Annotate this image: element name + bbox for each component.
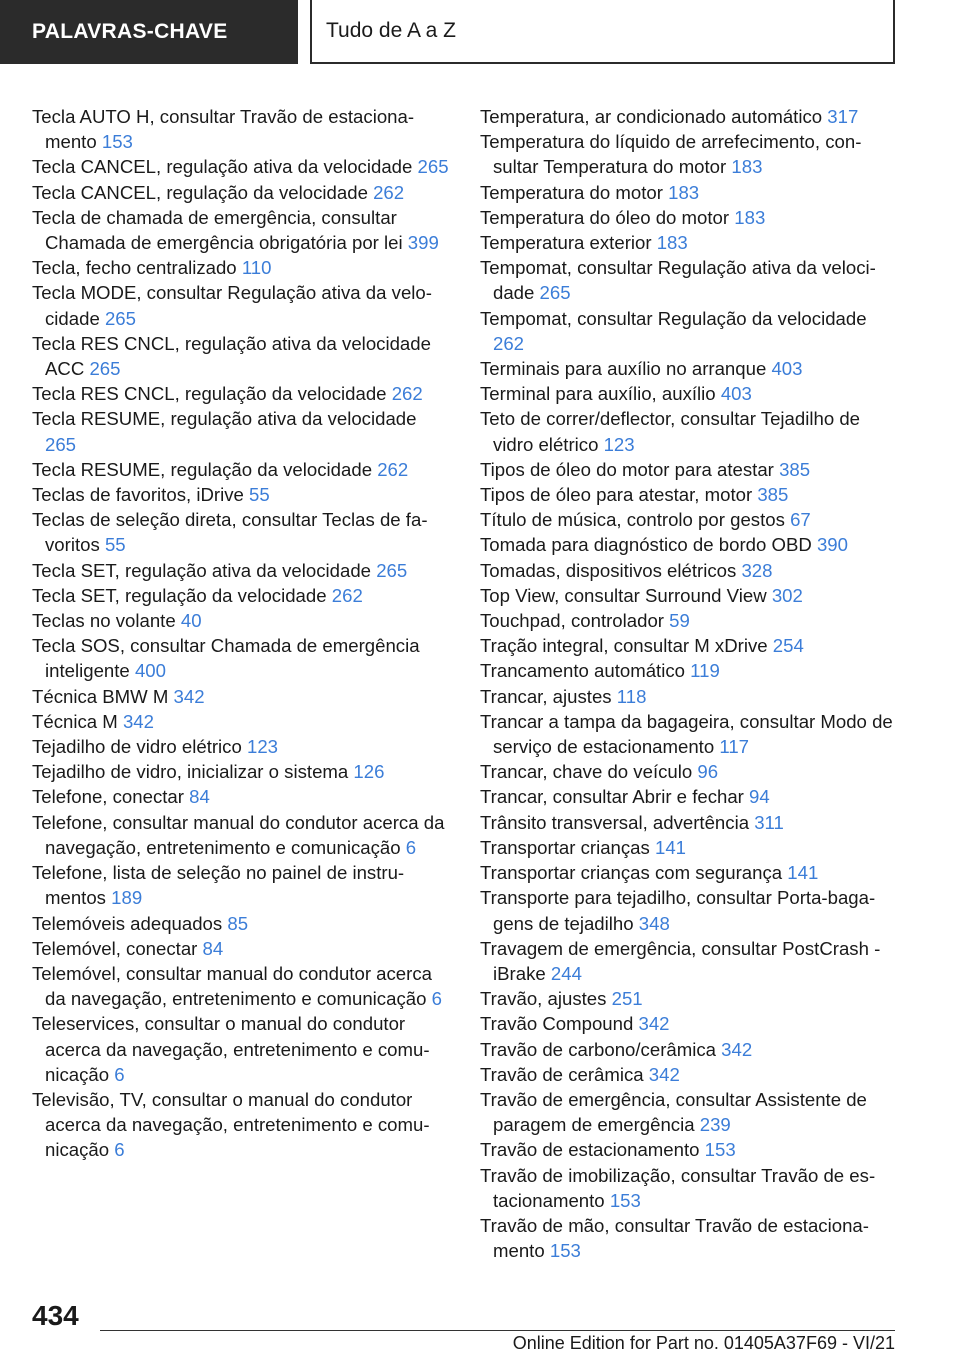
index-entry: [480, 129, 900, 179]
index-entry-text: Técnica M: [32, 710, 118, 732]
index-entry: [480, 381, 900, 406]
index-entry-text: Terminal para auxílio, auxílio: [480, 383, 716, 405]
page-reference-link[interactable]: 153: [101, 131, 133, 153]
page-reference-link[interactable]: 183: [731, 156, 763, 178]
index-entry-text: Travão, ajustes: [480, 988, 607, 1010]
page-reference-link[interactable]: 400: [134, 660, 166, 682]
page-reference-link[interactable]: 348: [638, 912, 670, 934]
page-reference-link[interactable]: 342: [638, 1013, 670, 1035]
page-reference-link[interactable]: 262: [373, 181, 405, 203]
page-reference-link[interactable]: 55: [249, 484, 270, 506]
index-entry-text: Tecla SET, regulação ativa da velocidade: [32, 559, 372, 581]
index-entry: [480, 658, 900, 683]
index-entry: [480, 1062, 900, 1087]
page-reference-link[interactable]: 123: [247, 736, 279, 758]
page-reference-link[interactable]: 153: [609, 1189, 641, 1211]
page-reference-link[interactable]: 84: [189, 786, 210, 808]
index-entry-text: Tipos de óleo para atestar, motor: [480, 484, 753, 506]
page-reference-link[interactable]: 6: [405, 836, 417, 858]
index-entry-text: Travão de estacionamento: [480, 1139, 700, 1161]
index-entry: [480, 457, 900, 482]
page-reference-link[interactable]: 118: [616, 685, 647, 707]
index-entry-text: Travão de carbono/cerâmica: [480, 1038, 716, 1060]
index-entry-text: Técnica BMW M: [32, 685, 169, 707]
index-entry-text: Tecla RESUME, regulação ativa da velocidade: [32, 408, 417, 430]
index-entry: [480, 356, 900, 381]
index-entry-text: Telefone, consultar manual do condutor acerca da navegação, entretenimento e comunicação: [32, 811, 445, 858]
index-entry-text: Teclas no volante: [32, 610, 176, 632]
page-reference-link[interactable]: 262: [391, 383, 423, 405]
index-entry-text: Tecla CANCEL, regulação ativa da velocidade: [32, 156, 413, 178]
index-entry-text: Temperatura do motor: [480, 181, 663, 203]
index-entry: [480, 860, 900, 885]
section-tab: PALAVRAS-CHAVE: [0, 0, 298, 64]
page-reference-link[interactable]: 311: [754, 811, 784, 833]
page-reference-link[interactable]: 265: [376, 559, 408, 581]
index-entry: [32, 911, 452, 936]
page-reference-link[interactable]: 189: [111, 887, 143, 909]
page-reference-link[interactable]: 328: [741, 559, 773, 581]
page-reference-link[interactable]: 342: [648, 1063, 680, 1085]
index-entry: [32, 810, 452, 860]
index-entry: [32, 457, 452, 482]
index-entry-text: Travão de emergência, consultar Assistente de paragem de emergência: [480, 1088, 867, 1136]
index-entry-text: Trancar, chave do veículo: [480, 761, 693, 783]
index-entry: [32, 104, 452, 154]
index-entry-text: Teto de correr/deflector, consultar Tejadilho de vidro elétrico: [480, 408, 861, 455]
index-entry: [480, 255, 900, 305]
page-reference-link[interactable]: 67: [790, 509, 811, 531]
page-reference-link[interactable]: 40: [180, 610, 202, 632]
index-entry-text: Transporte para tejadilho, consultar Porta-bagagens de tejadilho: [480, 887, 876, 934]
index-entry: [480, 482, 900, 507]
index-entry: [32, 558, 452, 583]
page-reference-link[interactable]: 183: [656, 232, 688, 254]
index-entry-text: Temperatura exterior: [480, 232, 652, 254]
index-entry-text: Teleservices, consultar o manual do condutor acerca da navegação, entretenimento e comunicação: [32, 1013, 430, 1085]
index-entry: [480, 230, 900, 255]
index-entry-text: Terminais para auxílio no arranque: [480, 358, 767, 380]
index-entry: [480, 532, 900, 557]
index-entry-text: Trancar, consultar Abrir e fechar: [480, 786, 744, 808]
index-entry: [32, 507, 452, 557]
index-entry-text: Transportar crianças com segurança: [480, 862, 783, 884]
index-entry-text: Trancamento automático: [480, 660, 685, 682]
index-entry: [480, 608, 900, 633]
index-entry-text: Tecla RES CNCL, regulação ativa da velocidade ACC: [32, 332, 431, 380]
index-entry-text: Temperatura, ar condicionado automático: [480, 106, 823, 127]
index-entry: [32, 684, 452, 709]
page-reference-link[interactable]: 96: [697, 761, 719, 783]
page-reference-link[interactable]: 84: [202, 937, 224, 959]
index-entry: [480, 1011, 900, 1036]
page-reference-link[interactable]: 342: [721, 1038, 753, 1060]
index-entry-text: Travão de imobilização, consultar Travão de estacionamento: [480, 1164, 876, 1211]
page-reference-link[interactable]: 6: [431, 988, 442, 1010]
page-reference-link[interactable]: 265: [89, 358, 121, 380]
index-entry: [32, 784, 452, 809]
index-entry-text: Tejadilho de vidro elétrico: [32, 736, 242, 758]
index-entry: [480, 205, 900, 230]
page-reference-link[interactable]: 265: [104, 307, 136, 329]
index-entry: [32, 608, 452, 633]
page-reference-link[interactable]: 262: [377, 458, 409, 480]
footer-divider: [100, 1330, 895, 1331]
index-entry-text: Temperatura do líquido de arrefecimento, consultar Temperatura do motor: [480, 131, 862, 178]
index-entry: [480, 633, 900, 658]
page-reference-link[interactable]: 55: [104, 534, 126, 556]
page-number: 434: [32, 1300, 79, 1331]
page-reference-link[interactable]: 265: [417, 156, 449, 178]
index-entry: [32, 180, 452, 205]
index-entry-text: Telemóvel, conectar: [32, 937, 198, 959]
footer-edition: Online Edition for Part no. 01405A37F69 - VI/21: [512, 1333, 895, 1353]
index-entry: [480, 306, 900, 356]
page-reference-link[interactable]: 244: [550, 962, 582, 984]
page-reference-link[interactable]: 94: [749, 786, 770, 808]
index-entry-text: Travão de mão, consultar Travão de estacionamento: [480, 1214, 869, 1262]
index-entry: [480, 759, 900, 784]
index-entry-text: Tejadilho de vidro, inicializar o sistema: [32, 761, 349, 783]
index-entry: [32, 961, 452, 1011]
index-entry-text: Telemóveis adequados: [32, 912, 223, 934]
index-entry-text: Tecla de chamada de emergência, consultar Chamada de emergência obrigatória por lei: [32, 206, 403, 254]
index-entry-text: Travão Compound: [480, 1013, 634, 1035]
index-entry-text: Tecla RESUME, regulação da velocidade: [32, 458, 373, 480]
page-reference-link[interactable]: 262: [331, 584, 363, 606]
page-reference-link[interactable]: 6: [114, 1063, 125, 1085]
index-entry: [480, 558, 900, 583]
index-entry: [480, 1037, 900, 1062]
index-entry: [32, 381, 452, 406]
index-entry-text: Tempomat, consultar Regulação da velocidade: [480, 307, 867, 329]
index-entry: [32, 255, 452, 280]
index-entry-text: Tecla CANCEL, regulação da velocidade: [32, 181, 368, 203]
index-entry: [480, 104, 900, 129]
page-reference-link[interactable]: 399: [407, 232, 439, 254]
index-entry-text: Tomada para diagnóstico de bordo OBD: [480, 534, 812, 556]
page-reference-link[interactable]: 117: [719, 736, 750, 758]
index-entry: [480, 810, 900, 835]
index-entry-text: Touchpad, controlador: [480, 610, 664, 632]
index-entry-text: Trancar a tampa da bagageira, consultar Modo de serviço de estacionamento: [480, 710, 893, 758]
page-reference-link[interactable]: 183: [734, 206, 766, 228]
index-entry: [32, 936, 452, 961]
index-entry: [32, 406, 452, 456]
index-entry-text: Tecla, fecho centralizado: [32, 257, 237, 279]
page-reference-link[interactable]: 153: [549, 1240, 581, 1262]
page-reference-link[interactable]: 153: [704, 1139, 736, 1161]
page-reference-link[interactable]: 126: [353, 761, 385, 783]
index-entry-text: Travão de cerâmica: [480, 1063, 644, 1085]
index-entry-text: Tecla SOS, consultar Chamada de emergência inteligente: [32, 635, 420, 682]
page-reference-link[interactable]: 390: [816, 534, 848, 556]
index-entry-text: Tração integral, consultar M xDrive: [480, 635, 768, 657]
index-entry-text: Telemóvel, consultar manual do condutor acerca da navegação, entretenimento e comunicação: [32, 962, 432, 1010]
page-reference-link[interactable]: 403: [720, 383, 752, 405]
index-entry-text: Teclas de seleção direta, consultar Teclas de favoritos: [32, 509, 428, 556]
index-column-right: [480, 104, 900, 1263]
index-entry: [32, 482, 452, 507]
page-reference-link[interactable]: 110: [241, 257, 272, 279]
page-reference-link[interactable]: 317: [827, 106, 859, 127]
page-reference-link[interactable]: 385: [757, 484, 789, 506]
page-header: [0, 0, 960, 66]
index-entry: [32, 633, 452, 683]
page-reference-link[interactable]: 239: [699, 1114, 731, 1136]
index-entry-text: Trancar, ajustes: [480, 685, 612, 707]
index-entry: [480, 1213, 900, 1263]
page-reference-link[interactable]: 85: [227, 912, 249, 934]
index-entry: [480, 1137, 900, 1162]
page-reference-link[interactable]: 265: [539, 282, 571, 304]
index-entry: [480, 936, 900, 986]
page-reference-link[interactable]: 262: [493, 332, 525, 354]
index-entry-text: Tecla SET, regulação da velocidade: [32, 584, 327, 606]
page-reference-link[interactable]: 59: [669, 610, 690, 632]
chapter-tab: Tudo de A a Z: [310, 0, 895, 64]
index-entry: [32, 1011, 452, 1087]
page-reference-link[interactable]: 141: [655, 836, 687, 858]
index-entry-text: Tempomat, consultar Regulação ativa da velocidade: [480, 257, 876, 304]
index-entry: [32, 154, 452, 179]
index-entry-text: Tomadas, dispositivos elétricos: [480, 559, 737, 581]
page-reference-link[interactable]: 183: [668, 181, 700, 203]
page-reference-link[interactable]: 403: [771, 358, 803, 380]
page-reference-link[interactable]: 123: [603, 433, 635, 455]
index-entry: [32, 860, 452, 910]
index-entry-text: Telefone, lista de seleção no painel de instrumentos: [32, 862, 405, 909]
index-entry-text: Travagem de emergência, consultar PostCrash - iBrake: [480, 937, 881, 984]
page-reference-link[interactable]: 265: [45, 433, 77, 455]
index-entry: [480, 507, 900, 532]
index-entry: [480, 835, 900, 860]
index-entry: [32, 759, 452, 784]
index-entry: [480, 684, 900, 709]
index-entry-text: Teclas de favoritos, iDrive: [32, 484, 244, 506]
index-entry: [32, 280, 452, 330]
index-entry: [32, 709, 452, 734]
index-entry-text: Telefone, conectar: [32, 786, 184, 808]
index-entry: [32, 1087, 452, 1163]
page-reference-link[interactable]: 342: [173, 685, 205, 707]
index-entry: [32, 331, 452, 381]
index-entry: [480, 784, 900, 809]
page-reference-link[interactable]: 385: [779, 458, 811, 480]
page-reference-link[interactable]: 342: [122, 710, 154, 732]
index-entry: [480, 180, 900, 205]
index-entry: [480, 406, 900, 456]
index-entry-text: Televisão, TV, consultar o manual do condutor acerca da navegação, entretenimento e comunicação: [32, 1088, 430, 1161]
page-reference-link[interactable]: 302: [771, 584, 803, 606]
index-entry-text: Trânsito transversal, advertência: [480, 811, 750, 833]
page-reference-link[interactable]: 6: [114, 1139, 125, 1161]
page-reference-link[interactable]: 254: [772, 635, 804, 657]
index-entry: [480, 1163, 900, 1213]
page-reference-link[interactable]: 141: [787, 862, 819, 884]
page-reference-link[interactable]: 119: [690, 660, 720, 682]
index-entry-text: Tecla AUTO H, consultar Travão de estacionamento: [32, 106, 415, 153]
index-entry: [32, 583, 452, 608]
index-entry-text: Tecla RES CNCL, regulação da velocidade: [32, 383, 387, 405]
index-column-left: [32, 104, 452, 1163]
index-entry-text: Temperatura do óleo do motor: [480, 206, 730, 228]
index-entry: [480, 1087, 900, 1137]
index-entry: [32, 205, 452, 255]
index-entry: [480, 986, 900, 1011]
index-entry-text: Título de música, controlo por gestos: [480, 509, 785, 531]
index-entry: [480, 885, 900, 935]
index-entry-text: Tipos de óleo do motor para atestar: [480, 458, 774, 480]
index-entry-text: Tecla MODE, consultar Regulação ativa da velocidade: [32, 282, 432, 329]
index-entry-text: Transportar crianças: [480, 836, 650, 858]
index-entry: [480, 583, 900, 608]
page-reference-link[interactable]: 251: [611, 988, 643, 1010]
index-entry-text: Top View, consultar Surround View: [480, 584, 767, 606]
index-entry: [32, 734, 452, 759]
index-entry: [480, 709, 900, 759]
